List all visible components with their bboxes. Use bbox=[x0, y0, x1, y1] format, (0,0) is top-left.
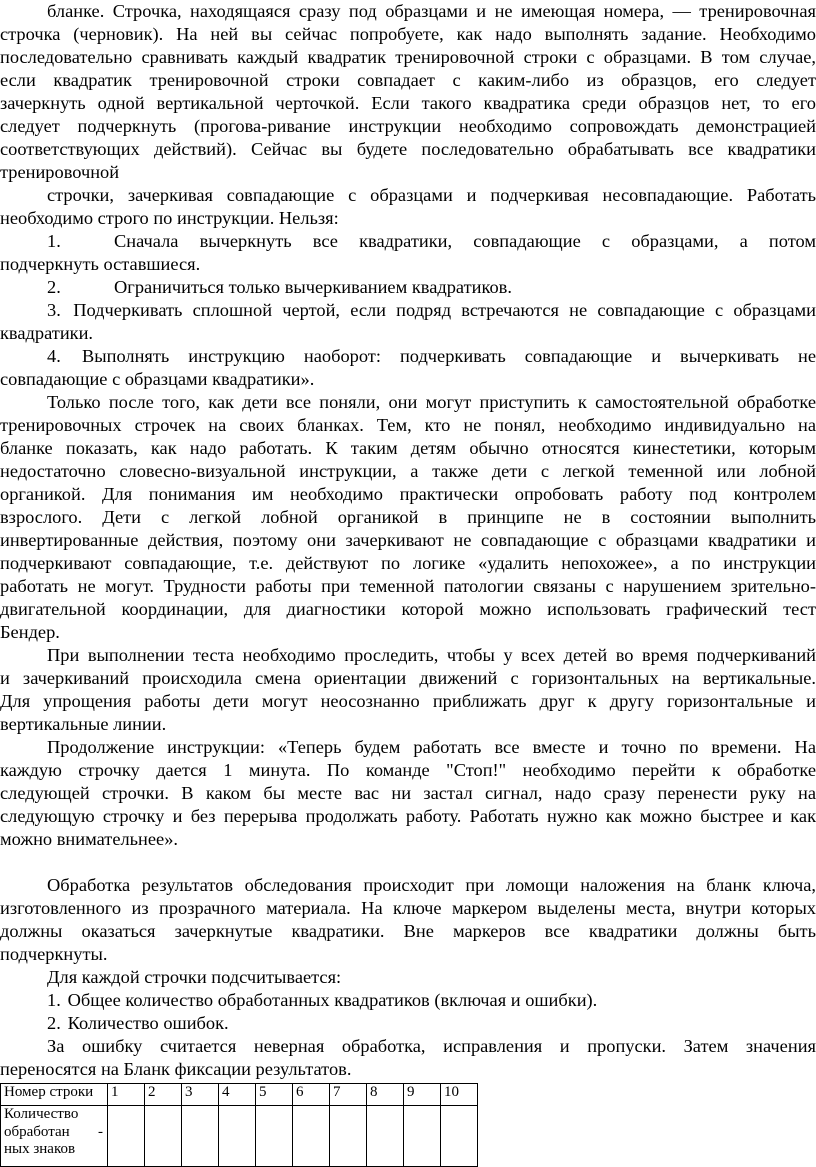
list-number: 2. bbox=[47, 277, 61, 297]
list-number: 3. bbox=[47, 300, 61, 320]
paragraph-line: переносятся на Бланк фиксации результатов. bbox=[0, 1059, 352, 1079]
table-header-cell: 5 bbox=[256, 1084, 293, 1106]
list-item-text: Общее количество обработанных квадратиков (включая и ошибки). bbox=[67, 990, 598, 1010]
paragraph-line: можно внимательнее». bbox=[0, 829, 179, 849]
row-label-line: обработан bbox=[4, 1123, 70, 1140]
paragraph-line: Обработка результатов обследования происходит при ломощи наложения на бланк ключа, bbox=[47, 875, 816, 895]
paragraph-line: Продолжение инструкции: «Теперь будем работать все вместе и точно по времени. На bbox=[47, 737, 816, 757]
table-header-cell: 6 bbox=[293, 1084, 330, 1106]
list-number: 4. bbox=[47, 346, 61, 366]
paragraph-line: Для упрощения работы дети могут неосознанно приближать друг к другу горизонтальные и bbox=[0, 691, 816, 711]
table-row-label bbox=[1, 1106, 108, 1167]
table-cell bbox=[256, 1106, 293, 1167]
table-cell bbox=[145, 1106, 182, 1167]
paragraph-line: взрослого. Дети с легкой лобной органикой в принципе не в состоянии выполнить bbox=[0, 507, 816, 527]
list-item-text: Количество ошибок. bbox=[67, 1013, 229, 1033]
paragraph-line: необходимо строго по инструкции. Нельзя: bbox=[0, 208, 339, 228]
list-item bbox=[0, 230, 816, 253]
paragraph-line: изготовленного из прозрачного материала. На ключе маркером выделены места, внутри которых bbox=[0, 898, 816, 918]
list-item-text: Выполнять инструкцию наоборот: подчеркивать совпадающие и вычеркивать не bbox=[82, 346, 816, 366]
table-header-cell: 9 bbox=[404, 1084, 441, 1106]
paragraph-line: строчки, зачеркивая совпадающие с образцами и подчеркивая несовпадающие. Работать bbox=[47, 185, 816, 205]
table-row bbox=[1, 1106, 478, 1167]
paragraph-line: подчеркивают совпадающие, т.е. действуют по логике «удалить непохожее», а по инструкции bbox=[0, 553, 816, 573]
table-cell bbox=[367, 1106, 404, 1167]
table-cell bbox=[330, 1106, 367, 1167]
table-header-cell: 4 bbox=[219, 1084, 256, 1106]
list-item-text: Подчеркивать сплошной чертой, если подряд встречаются не совпадающие с образцами bbox=[73, 300, 816, 320]
table-cell bbox=[404, 1106, 441, 1167]
paragraph-line: соответствующих действий). Сейчас вы будете последовательно обрабатывать все квадратики bbox=[0, 139, 816, 159]
table-header-cell: 7 bbox=[330, 1084, 367, 1106]
paragraph-line: работать не могут. Трудности работы при теменной патологии связаны с нарушением зрительно- bbox=[0, 576, 816, 596]
row-label-line: Количество bbox=[4, 1106, 79, 1122]
list-item-text: Ограничиться только вычеркиванием квадратиков. bbox=[114, 277, 512, 297]
paragraph-line: последовательно сравнивать каждый квадратик тренировочной строки с образцами. В том случае, bbox=[0, 47, 816, 67]
table-header-cell: Номер строки bbox=[1, 1084, 108, 1106]
paragraph-line: бланке показать, как надо работать. К таким детям обычно относятся кинестетики, которым bbox=[0, 438, 816, 458]
paragraph-line: следующую строчку и без перерыва продолжать работу. Работать нужно как можно быстрее и как bbox=[0, 806, 816, 826]
list-item bbox=[0, 1012, 816, 1035]
table-header-row bbox=[1, 1084, 478, 1106]
paragraph-line: недостаточно словесно-визуальной инструкции, а также дети с легкой теменной или лобной bbox=[0, 461, 816, 481]
table-cell bbox=[293, 1106, 330, 1167]
paragraph-line: и зачеркиваний происходила смена ориентации движений с горизонтальных на вертикальные. bbox=[0, 668, 816, 688]
paragraph-line: бланке. Строчка, находящаяся сразу под образцами и не имеющая номера, — тренировочная bbox=[47, 1, 816, 21]
table-header-cell: 3 bbox=[182, 1084, 219, 1106]
table-cell bbox=[441, 1106, 478, 1167]
paragraph-line: инвертированные действия, поэтому они зачеркивают не совпадающие с образцами квадратики и bbox=[0, 530, 816, 550]
paragraph-line: вертикальные линии. bbox=[0, 714, 167, 734]
hyphen-mark: - bbox=[98, 1124, 103, 1140]
list-item bbox=[0, 345, 816, 368]
list-item-text: Сначала вычеркнуть все квадратики, совпадающие с образцами, а потом bbox=[114, 231, 816, 251]
paragraph-line: При выполнении теста необходимо проследить, чтобы у всех детей во время подчеркиваний bbox=[47, 645, 816, 665]
table-header-cell: 10 bbox=[441, 1084, 478, 1106]
table-header-cell: 2 bbox=[145, 1084, 182, 1106]
paragraph-line: За ошибку считается неверная обработка, исправления и пропуски. Затем значения bbox=[47, 1036, 816, 1056]
paragraph-line: Бендер. bbox=[0, 622, 60, 642]
results-table bbox=[0, 1083, 478, 1167]
list-number: 2. bbox=[47, 1013, 61, 1033]
paragraph-line: если квадратик тренировочной строки совпадает с каким-либо из образцов, его следует bbox=[0, 70, 816, 90]
list-item-continuation: подчеркнуть оставшиеся. bbox=[0, 254, 201, 274]
list-item bbox=[0, 299, 816, 322]
table-cell bbox=[108, 1106, 145, 1167]
list-item bbox=[0, 989, 816, 1012]
row-label-line: ных знаков bbox=[4, 1141, 76, 1157]
paragraph-line: Только после того, как дети все поняли, они могут приступить к самостоятельной обработке bbox=[47, 392, 816, 412]
list-item-continuation: квадратики. bbox=[0, 323, 94, 343]
table-header-cell: 1 bbox=[108, 1084, 145, 1106]
paragraph-line: строчка (черновик). На ней вы сейчас попробуете, как надо выполнять задание. Необходимо bbox=[0, 24, 816, 44]
list-item bbox=[0, 276, 816, 299]
paragraph-line: двигательной координации, для диагностики которой можно использовать графический тест bbox=[0, 599, 816, 619]
table-header-cell: 8 bbox=[367, 1084, 404, 1106]
paragraph-line: тренировочных строчек на своих бланках. Тем, кто не понял, необходимо индивидуально на bbox=[0, 415, 816, 435]
paragraph-line: каждую строчку дается 1 минута. По команде "Стоп!" необходимо перейти к обработке bbox=[0, 760, 816, 780]
paragraph-line: следующей строчки. В каком бы месте вас ни застал сигнал, надо сразу перенести руку на bbox=[0, 783, 816, 803]
paragraph-line: следует подчеркнуть (прогова-ривание инструкции необходимо сопровождать демонстрацией bbox=[0, 116, 816, 136]
paragraph-line: подчеркнуты. bbox=[0, 944, 108, 964]
table-cell bbox=[182, 1106, 219, 1167]
paragraph-line: Для каждой строчки подсчитывается: bbox=[47, 967, 342, 987]
paragraph-line: должны оказаться зачеркнутые квадратики. Вне маркеров все квадратики должны быть bbox=[0, 921, 816, 941]
list-item-continuation: совпадающие с образцами квадратики». bbox=[0, 369, 315, 389]
list-number: 1. bbox=[47, 990, 61, 1010]
paragraph-line: органикой. Для понимания им необходимо практически опробовать работу под контролем bbox=[0, 484, 816, 504]
table-cell bbox=[219, 1106, 256, 1167]
paragraph-line: тренировочной bbox=[0, 162, 120, 182]
list-number: 1. bbox=[47, 231, 61, 251]
paragraph-line: зачеркнуть одной вертикальной черточкой. Если такого квадратика среди образцов нет, то его bbox=[0, 93, 816, 113]
